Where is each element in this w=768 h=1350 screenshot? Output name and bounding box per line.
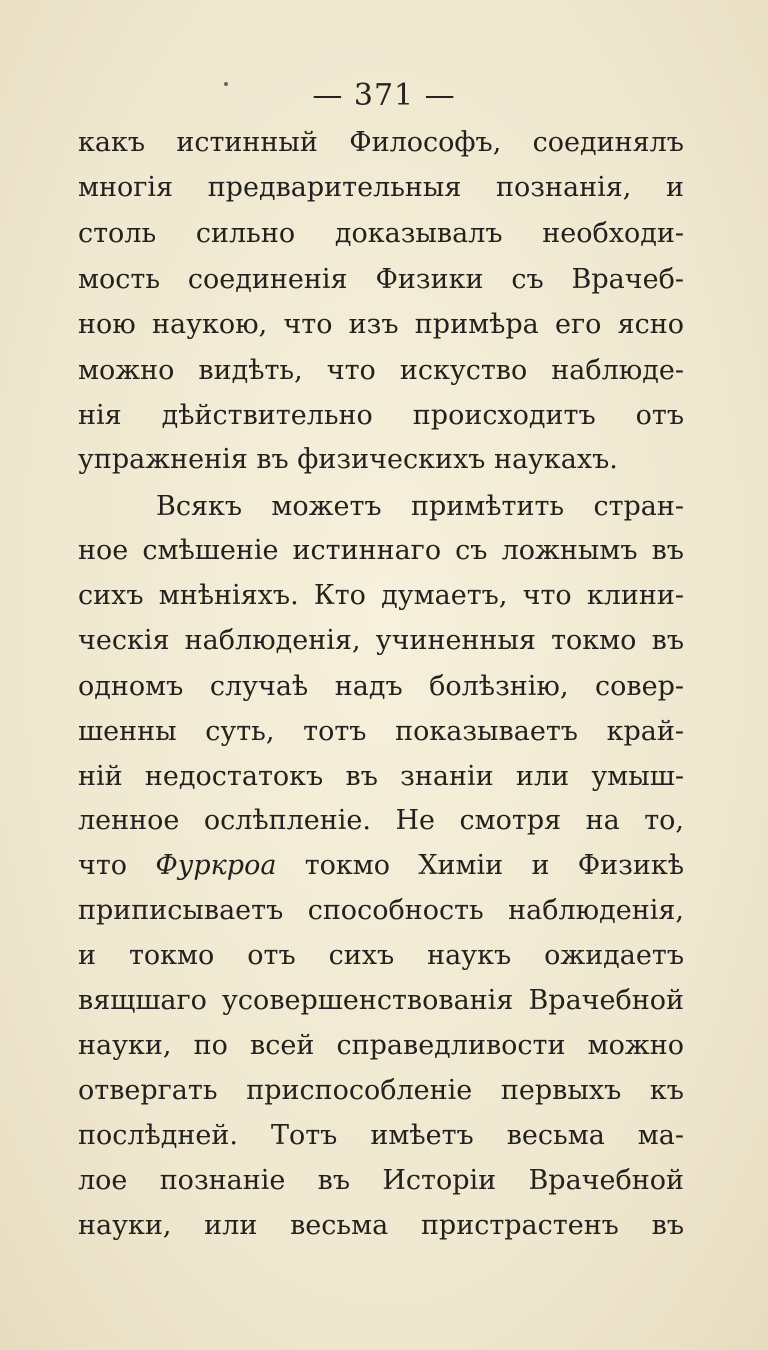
text-line: нія дѣйствительно происходитъ отъ [78, 400, 684, 431]
page-number: — 371 — [312, 78, 456, 113]
text-line: ческія наблюденія, учиненныя токмо въ [78, 625, 684, 656]
text-line: одномъ случаѣ надъ болѣзнію, совер- [78, 671, 684, 702]
text-line: сихъ мнѣніяхъ. Кто думаетъ, что клини- [78, 580, 684, 611]
text-line: науки, по всей справедливости можно [78, 1030, 684, 1061]
text-line: ній недостатокъ въ знаніи или умыш- [78, 761, 684, 792]
text-line: послѣдней. Тотъ имѣетъ весьма ма- [78, 1120, 684, 1151]
text-line: какъ истинный Философъ, соединялъ [78, 127, 684, 158]
text-line: приписываетъ способность наблюденія, [78, 895, 684, 926]
text-line: ною наукою, что изъ примѣра его ясно [78, 309, 684, 340]
text-line: Всякъ можетъ примѣтить стран- [156, 491, 684, 522]
text-line: упражненія въ физическихъ наукахъ. [78, 444, 618, 475]
text-fragment: токмо Химіи и Физикѣ [304, 850, 684, 881]
text-line: многія предварительныя познанія, и [78, 172, 684, 203]
text-line: столь сильно доказывалъ необходи- [78, 218, 684, 249]
author-name-italic: Фуркроа [155, 850, 277, 881]
text-line: и токмо отъ сихъ наукъ ожидаетъ [78, 940, 684, 971]
text-fragment: что [78, 850, 128, 881]
text-line: отвергать приспособленіе первыхъ къ [78, 1075, 684, 1106]
text-line: лое познаніе въ Исторіи Врачебной [78, 1165, 684, 1196]
text-line: шенны суть, тотъ показываетъ край- [78, 716, 684, 747]
text-line: ное смѣшеніе истиннаго съ ложнымъ въ [78, 535, 684, 566]
text-line: мость соединенія Физики съ Врачеб- [78, 264, 684, 295]
text-line: науки, или весьма пристрастенъ въ [78, 1210, 684, 1241]
text-line: ленное ослѣпленіе. Не смотря на то, [78, 805, 684, 836]
text-line-with-name [78, 844, 684, 888]
text-line: можно видѣть, что искуство наблюде- [78, 355, 684, 386]
text-line: вящшаго усовершенствованія Врачебной [78, 985, 684, 1016]
